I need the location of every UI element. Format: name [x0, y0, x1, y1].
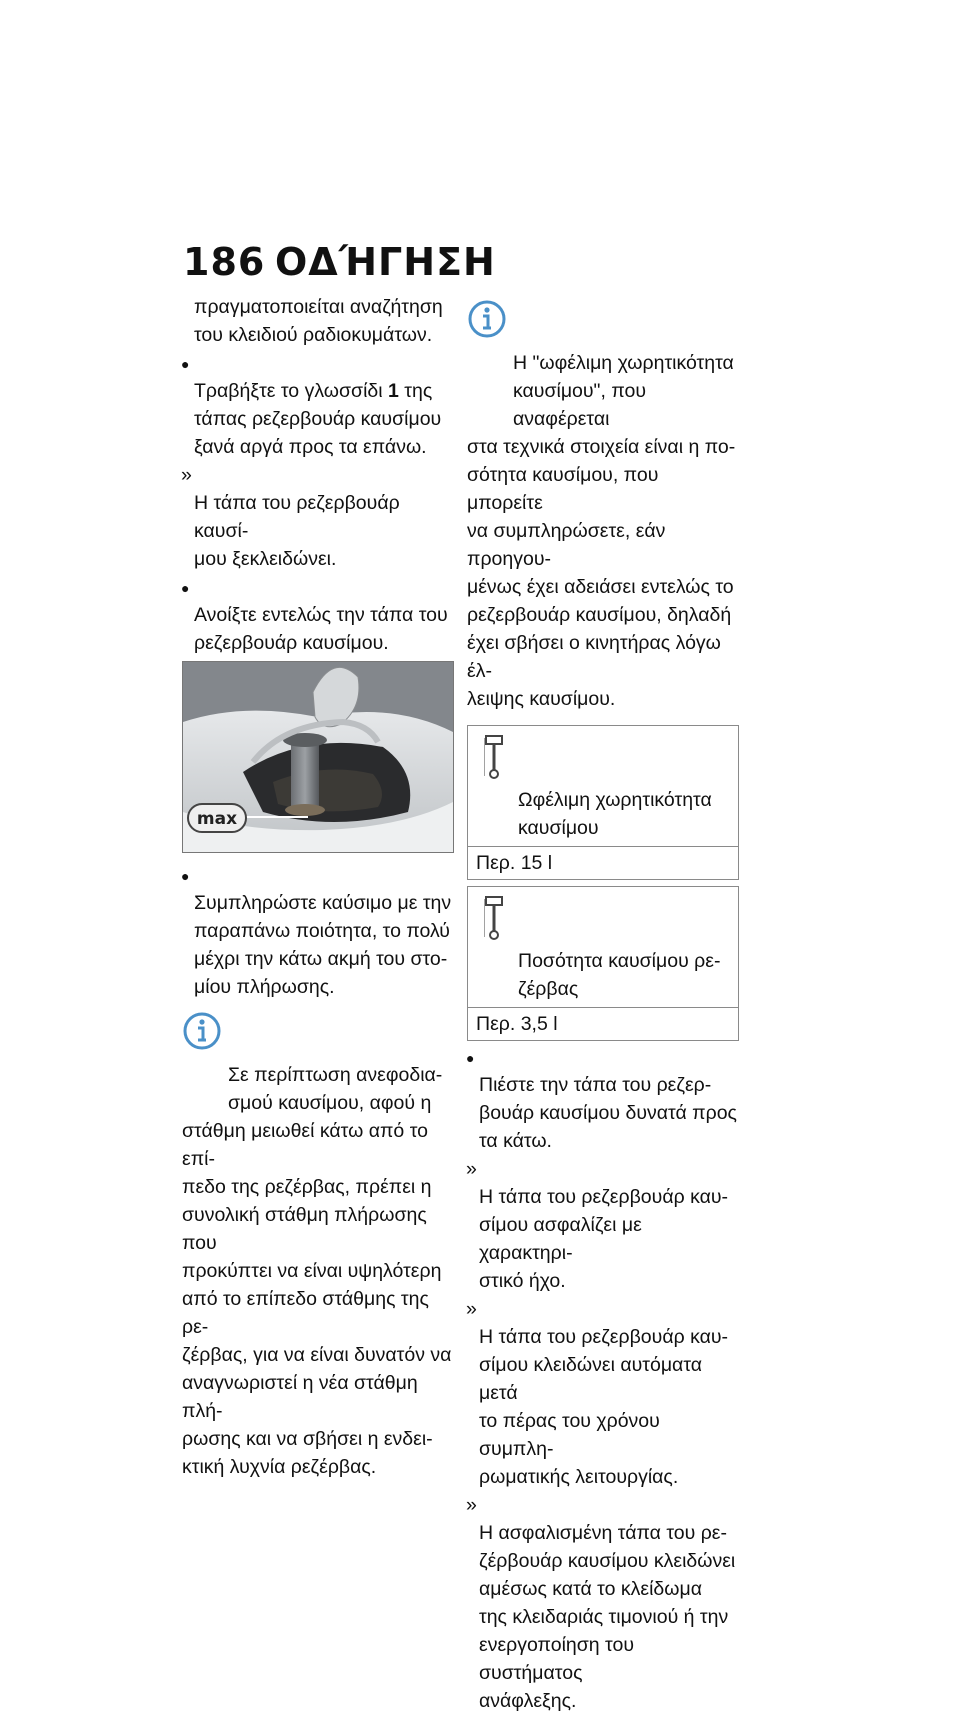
fuel-gauge-icon [484, 895, 504, 941]
step-text-post: της τάπας ρεζερβουάρ καυσίμου ξανά αργά προς τα επάνω. [194, 380, 442, 458]
step-text: Πιέστε την τάπα του ρεζερ- βουάρ καυσίμου δυνατά προς τα κάτω. [479, 1074, 737, 1152]
reserve-info-note [182, 1005, 454, 1481]
fuel-gauge-icon [484, 734, 504, 780]
bullet-icon: ● [181, 356, 190, 372]
result-locks-audibly [467, 1155, 739, 1295]
page-title: ΟΔΉΓΗΣΗ [275, 240, 496, 284]
info-icon [467, 299, 507, 339]
left-column [182, 293, 454, 1481]
note-body-text: στάθμη μειωθεί κάτω από το επί- πεδο της ρεζέρβας, πρέπει η συνολική στάθμη πλήρωσης που προκύπτει να είναι υψηλότερη από το επίπεδο στάθμης της ρε- ζέρβας, για να είναι δυνατόν να αναγνωριστεί η νέα στάθμη πλή- ρωσης και να σβήσει η ενδει- κτική λυχνία ρεζέρβας. [182, 1120, 452, 1478]
step-text-pre: Τραβήξτε το γλωσσίδι [194, 380, 389, 402]
spec-value: Περ. 15 l [468, 846, 738, 879]
fuel-tank-illustration [183, 662, 453, 852]
reference-number: 1 [388, 380, 399, 402]
spec-label: Ποσότητα καυσίμου ρε- ζέρβας [518, 950, 721, 1000]
spec-reserve-quantity [467, 886, 739, 1041]
step-text: Συμπληρώστε καύσιμο με την παραπάνω ποιότητα, το πολύ μέχρι την κάτω ακμή του στο- μίου πλήρωσης. [194, 892, 452, 998]
result-arrow-icon: » [181, 464, 192, 486]
page-number: 186 [183, 240, 266, 284]
note-lead-text: Σε περίπτωση ανεφοδια- σμού καυσίμου, αφού η [228, 1064, 443, 1114]
max-label: max [196, 809, 238, 829]
bullet-icon: ● [181, 580, 190, 596]
result-auto-lock [467, 1295, 739, 1491]
page-header [183, 240, 496, 284]
step-pull-tab [182, 349, 454, 461]
right-column [467, 293, 739, 1715]
step-fill-fuel [182, 861, 454, 1001]
result-text: Η τάπα του ρεζερβουάρ καυσί- μου ξεκλειδώνει. [194, 492, 400, 570]
result-lock-with-steering [467, 1491, 739, 1715]
result-arrow-icon: » [466, 1158, 477, 1180]
result-arrow-icon: » [466, 1494, 477, 1516]
result-unlocked [182, 461, 454, 573]
step-text: Ανοίξτε εντελώς την τάπα του ρεζερβουάρ καυσίμου. [194, 604, 448, 654]
spec-value: Περ. 3,5 l [468, 1007, 738, 1040]
result-text: Η τάπα του ρεζερβουάρ καυ- σίμου κλειδώνει αυτόματα μετά το πέρας του χρόνου συμπλη- ρωματικής λειτουργίας. [479, 1326, 729, 1488]
note-body-text: στα τεχνικά στοιχεία είναι η πο- σότητα καυσίμου, που μπορείτε να συμπληρώσετε, εάν προηγου- μένως έχει αδειάσει εντελώς το ρεζερβουάρ καυσίμου, δηλαδή έχει σβήσει ο κινητήρας λόγω έλ- λειψης καυσίμου. [467, 436, 736, 710]
intro-text: πραγματοποιείται αναζήτηση του κλειδιού ραδιοκυμάτων. [194, 296, 443, 346]
bullet-icon: ● [181, 868, 190, 884]
capacity-info-note [467, 293, 739, 713]
info-icon [182, 1011, 222, 1051]
bullet-icon: ● [466, 1050, 475, 1066]
result-arrow-icon: » [466, 1298, 477, 1320]
step-press-cap [467, 1043, 739, 1155]
step-open-cap [182, 573, 454, 657]
note-lead-text: Η "ωφέλιμη χωρητικότητα καυσίμου", που αναφέρεται [513, 352, 734, 430]
spec-usable-capacity [467, 725, 739, 880]
result-text: Η ασφαλισμένη τάπα του ρε- ζέρβουάρ καυσίμου κλειδώνει αμέσως κατά το κλείδωμα της κλειδαριάς τιμονιού ή την ενεργοποίηση του συστήματος ανάφλεξης. [479, 1522, 736, 1712]
spec-label: Ωφέλιμη χωρητικότητα καυσίμου [518, 789, 712, 839]
fuel-filler-photo [182, 661, 454, 853]
result-text: Η τάπα του ρεζερβουάρ καυ- σίμου ασφαλίζει με χαρακτηρι- στικό ήχο. [479, 1186, 729, 1292]
